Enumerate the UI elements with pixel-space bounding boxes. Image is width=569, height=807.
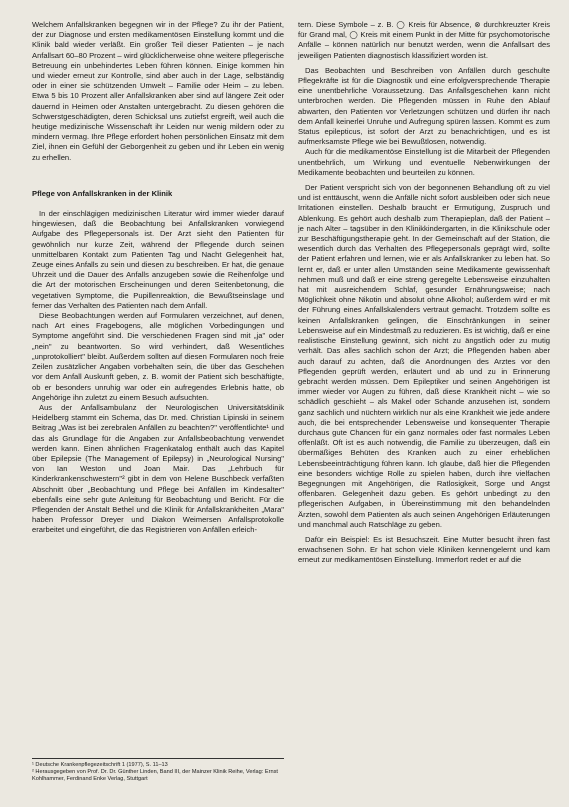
paragraph: tern. Diese Symbole – z. B. ◯ Kreis für Absence, ⊗ durchkreuzter Kreis für Grand mal, ◯ Kreis mit einem Punkt in der Mitte für psychomotorische Anfälle – können natürlich nur benutzt werden, wenn die Anfallsart des jeweiligen Patienten diagnostisch klassifiziert worden ist. xyxy=(298,20,550,60)
left-column xyxy=(32,20,284,536)
paragraph: Das Beobachten und Beschreiben von Anfällen durch geschulte Pflegekräfte ist für die Diagnostik und eine erfolgversprechende Therapie eine unentbehrliche Voraussetzung. Das Anfallsgeschehen kann nicht unterbrochen werden. Die Pflegenden müssen in Ruhe den Ablauf abwarten, den Patienten vor Verletzungen schützen und dürfen ihr nach dem Anfall keinerlei Unruhe und Aufregung spüren lassen. Kommt es zum Status epilepticus, ist sofort der Arzt zu benachrichtigen, und es ist aufmerksamste Pflege wie bei Bewußtlosen, notwendig. xyxy=(298,65,550,147)
paragraph: Auch für die medikamentöse Einstellung ist die Mitarbeit der Pflegenden unentbehrlich, um Wirkung und eventuelle Nebenwirkungen der Medikamente beobachten und beurteilen zu können. xyxy=(298,147,550,177)
paragraph: Aus der Anfallsambulanz der Neurologischen Universitätsklinik Heidelberg stammt ein Schema, das Dr. med. Christian Lipinski in seinem Beitrag „Was ist bei zerebralen Anfällen zu beachten?" veröffentlichte¹ und das als Grundlage für die Angaben zur Anfallsbeobachtung verwendet werden kann. Einen ähnlichen Fragenkatalog enthält auch das Kapitel über Epilepsie (The Management of Epilepsy) in „Neurological Nursing" von Ian Weston und Joan Mair. Das „Lehrbuch für Kinderkrankenschwestern"² gibt in dem von Helene Buschbeck verfaßten Abschnitt über „Beobachtung und Pflege bei Anfällen im Kindesalter" ebenfalls eine sehr gute Anleitung für Beobachtung und Bericht. Für die Pflegenden der Anstalt Bethel und die Klinik für Anfallskrankheiten „Mara" haben Professor Dreyer und Diakon Weimersen Anfallsprotokolle erarbeitet und eingeführt, die das Registrieren von Anfällen erleich- xyxy=(32,402,284,535)
paragraph: Diese Beobachtungen werden auf Formularen verzeichnet, auf denen, nach Art eines Fragebogens, alle möglichen Vorbedingungen und Symptome angeführt sind. Die verschiedenen Fragen sind mit „ja" oder „nein" zu beantworten. So wird verhindert, daß Wesentliches „unprotokolliert" bleibt. Außerdem sollten auf diesen Formularen noch freie Zeilen zusätzlicher Angaben vorbehalten sein, die über das Geschehen vor dem Anfall Auskunft geben, z. B. womit der Patient sich beschäftigte, ob er besonders unruhig war oder ein aufregendes Erlebnis hatte, ob Angehörige ihn zuletzt zu einem Besuch aufsuchten. xyxy=(32,311,284,402)
footnote: ² Herausgegeben von Prof. Dr. Dr. Günther Linden, Band III, der Mainzer Klinik Reihe, Verlag: Ernst Kohlhammer, Ferdinand Enke Verlag, Stuttgart xyxy=(32,769,278,783)
footnotes xyxy=(32,758,284,784)
section-heading: Pflege von Anfallskranken in der Klinik xyxy=(32,188,173,198)
paragraph: Dafür ein Beispiel: Es ist Besuchszeit. Eine Mutter besucht ihren fast erwachsenen Sohn. Er hat schon viele Kliniken kennengelernt und kam erneut zur medikamentösen Einstellung. Immerfort redet er auf die xyxy=(298,534,550,565)
paragraph: Der Patient verspricht sich von der begonnenen Behandlung oft zu viel und ist enttäuscht, wenn die Anfälle nicht sofort ausbleiben oder sich neue Irritationen einstellen. Deshalb braucht er Ermutigung, Zuspruch und Ablenkung. Es gehört auch deshalb zum Therapieplan, daß der Patient – je nach Alter – tagsüber in den Klinikkindergarten, in die Klinikschule oder zur Beschäftigungstherapie geht. In der Gemeinschaft auf der Station, die wesentlich durch das Verhalten des Pflegepersonals geprägt wird, sollte der Patient erfahren und lernen, wie er als Anfallskranker zu leben hat. So lernt er, daß er unter allen Umständen seine Medikamente gewissenhaft nehmen muß und daß er eine streng geregelte Lebensweise einzuhalten hat mit ausreichendem Schlaf, gesunder Ernährungsweise; nach Möglichkeit ohne Nikotin und absolut ohne Alkohol; außerdem wird er mit der Führung eines Anfallskalenders vertraut gemacht. Trotzdem sollte es keinen Anfallskranken gelingen, die Einschränkungen in seiner Lebensweise auf ein Mindestmaß zu reduzieren. Es ist wichtig, daß er eine realistische Einstellung gewinnt, sich nicht zu ängstlich oder zu mutig verhält. Das alles sachlich schon der Arzt; die Pflegenden haben aber auch darauf zu achten, daß die Anordnungen des Arztes vor den Pflegenden geprüft werden, erläutert und ab und zu in Erinnerung gebracht werden müssen. Dem Epileptiker und seinen Angehörigen ist immer wieder vor Augen zu führen, daß diese Krankheit nicht – wie so schädlich geschieht – als Makel oder Schande anzusehen ist, sondern ganz sachlich und nüchtern wirklich nur als eine Krankheit wie jede andere auch, die bei entsprechender Lebensweise und konsequenter Therapie durchaus gute Chancen für ein ganz normales oder fast normales Leben offenläßt. Oft ist es auch notwendig, die Familie zu überzeugen, daß ein übermäßiges Behüten des Kranken auch zu einer erheblichen Lebensbeeinträchtigung führen kann. Ich glaube, daß hier die Pflegenden eine besonders wichtige Rolle zu spielen haben, durch ihre vielfachen Begegnungen mit Angehörigen, die Ratlosigkeit, Sorge und Angst offenbaren. Gelegenheit dazu geben. Es gehört unbedingt zu den pflegerischen Aufgaben, in Übereinstimmung mit den behandelnden Ärzten, sowohl dem Patienten als auch seinen Angehörigen Erläuterungen und manchmal auch Ratschläge zu geben. xyxy=(298,183,550,529)
paragraph: Welchem Anfallskranken begegnen wir in der Pflege? Zu ihr der Patient, der zur Diagnose und ersten medikamentösen Einstellung kommt und die Klinik bald wieder verläßt. Ein großer Teil dieser Patienten – je nach Anfallsart 60–80 Prozent – wird glücklicherweise ohne weitere pflegerische Betreuung ein unbehindertes Leben führen können. Einige kommen hin und wieder erneut zur Kontrolle, sind aber auch in der Lage, selbständig oder in einer sie schützenden Umwelt – Familie oder Heim – zu leben. Etwa 5 bis 10 Prozent aller Anfallskranken aber sind auf längere Zeit oder dauernd in Heimen oder Anstalten untergebracht. Zu diesen gehören die Schwerstgeschädigten, deren Schicksal uns zutiefst ergreift, weil auch die heutige medizinische Wissenschaft ihr Leiden nur wenig mildern oder zu mindern vermag. Ihre Pflege erfordert hohen persönlichen Einsatz mit dem Ziel, ihnen ein Gefühl der Geborgenheit zu geben und ihr Leben ein wenig zu erhellen. xyxy=(32,20,284,162)
footnote: ¹ Deutsche Krankenpflegezeitschrift 1 (1977), S. 11–13 xyxy=(32,762,168,768)
paragraph: In der einschlägigen medizinischen Literatur wird immer wieder darauf hingewiesen, daß die Beobachtung bei Anfallskranken vorwiegend Aufgabe des Pflegepersonals ist. Der Arzt sieht den Patienten für gewöhnlich nur kurze Zeit, während der Pflegende durch seinen unmittelbaren Kontakt zum Patienten Tag und Nacht Gelegenheit hat, Zeuge eines Anfalls zu sein und diesen zu beschreiben. Er hat, die genaue Uhrzeit und die Dauer des Anfalls anzugeben sowie die Reihenfolge und die Art der motorischen Erscheinungen und deren Seitenbetonung, die vegetativen Symptome, die Pupillenreaktion, die Bewußtseinslage und ferner das Verhalten des Patienten nach dem Anfall. xyxy=(32,209,284,310)
right-column xyxy=(298,20,550,566)
